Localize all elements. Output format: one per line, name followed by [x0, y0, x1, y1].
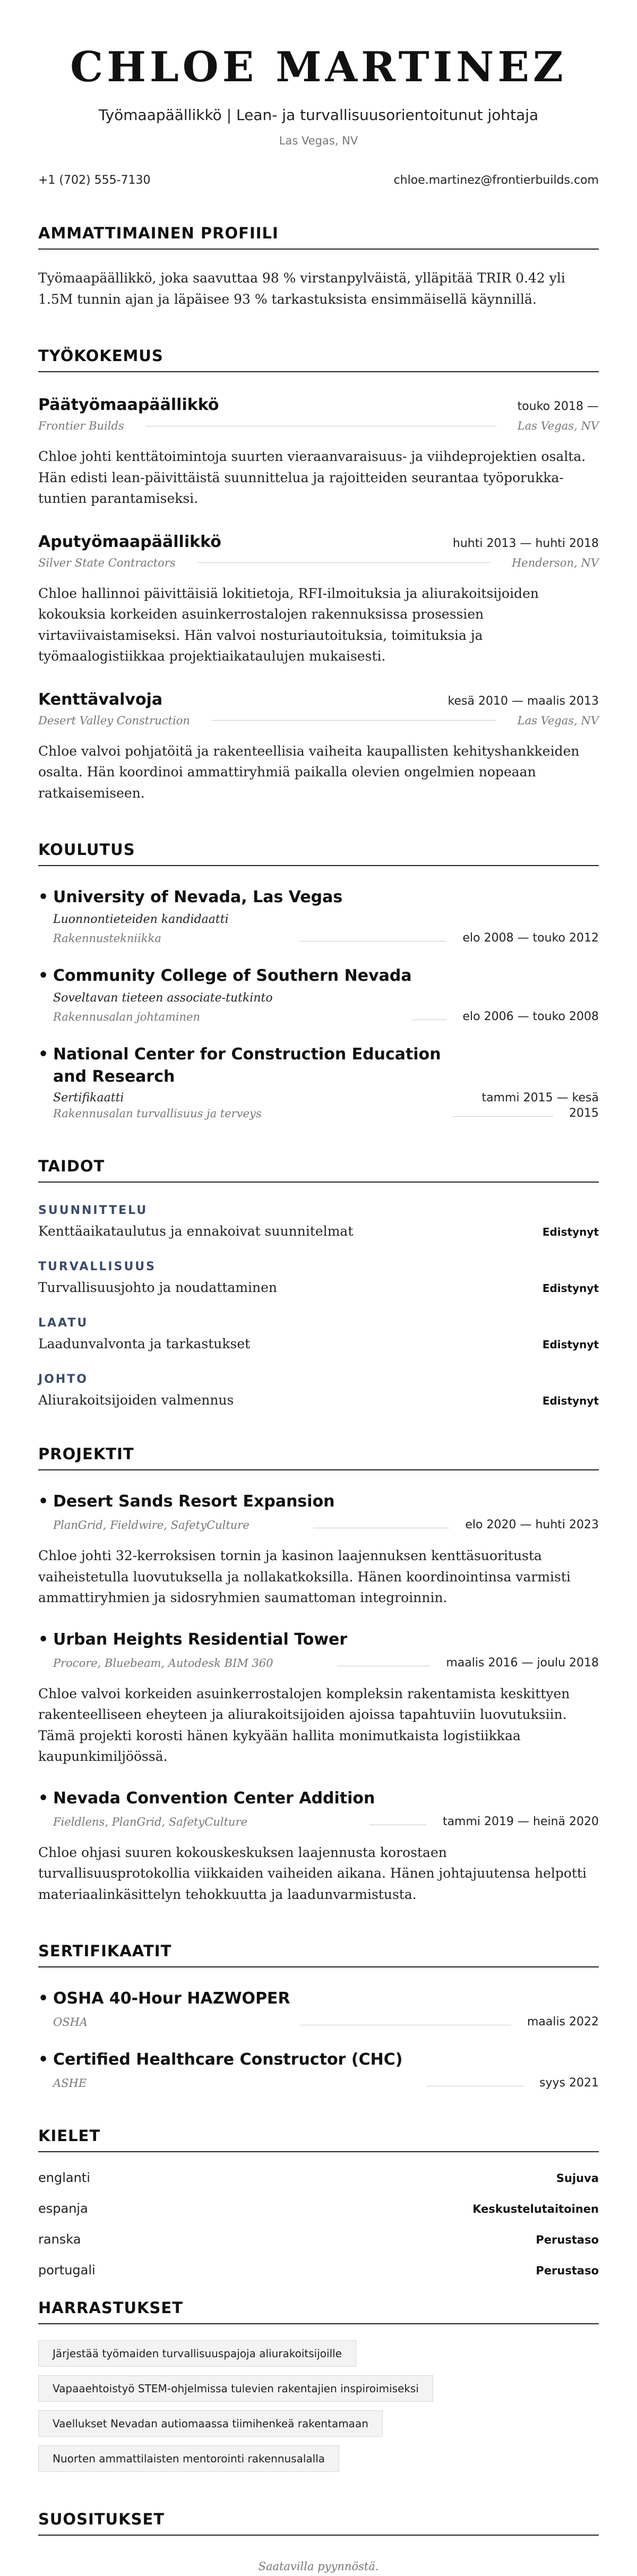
phone[interactable]: +1 (702) 555-7130	[38, 174, 151, 187]
section-title: TYÖKOKEMUS	[38, 347, 599, 372]
project-tools: Fieldlens, PlanGrid, SafetyCulture	[53, 1815, 248, 1828]
language-name: ranska	[38, 2232, 81, 2247]
bullet-icon: •	[38, 1989, 49, 2008]
candidate-name: CHLOE MARTINEZ	[70, 43, 567, 91]
certification-issuer: ASHE	[53, 2077, 87, 2090]
job-role: Päätyömaapäällikkö	[38, 396, 219, 414]
job-location: Las Vegas, NV	[517, 420, 599, 432]
job-location: Las Vegas, NV	[517, 714, 599, 727]
section-title: PROJEKTIT	[38, 1445, 599, 1470]
job-company: Frontier Builds	[38, 420, 124, 432]
degree: Soveltavan tieteen associate-tutkinto	[53, 991, 273, 1005]
job-description: Chloe valvoi pohjatöitä ja rakenteellisia vaiheita kaupallisten kehityshankkeiden osalta. Hän koordinoi ammattiryhmiä paikalla olevien ongelmien nopeaan ratkaisemiseen.	[38, 743, 580, 801]
contact-row	[38, 174, 599, 187]
language-level: Perustaso	[536, 2233, 599, 2246]
project-dates: maalis 2016 — joulu 2018	[446, 1656, 599, 1670]
bullet-icon: •	[38, 1045, 49, 1064]
education-dates: tammi 2015 — kesä	[481, 1091, 599, 1105]
education-entry	[38, 886, 599, 945]
project-dates: elo 2020 — huhti 2023	[465, 1518, 599, 1531]
leader-line	[197, 562, 490, 563]
certification-entry	[38, 1988, 599, 2029]
email[interactable]: chloe.martinez@frontierbuilds.com	[393, 174, 599, 187]
references-section	[38, 2510, 599, 2573]
language-level: Sujuva	[556, 2172, 599, 2185]
skill-level: Edistynyt	[542, 1338, 599, 1351]
certification-issuer: OSHA	[53, 2016, 88, 2029]
skill-level: Edistynyt	[542, 1394, 599, 1407]
education-entry	[38, 965, 599, 1023]
skill-level: Edistynyt	[542, 1226, 599, 1238]
skill-name: Kenttäaikataulutus ja ennakoivat suunnitelmat	[38, 1223, 354, 1239]
skill-name: Turvallisuusjohto ja noudattaminen	[38, 1280, 278, 1295]
skill-name: Laadunvalvonta ja tarkastukset	[38, 1336, 251, 1351]
field-of-study: Rakennustekniikka	[53, 932, 161, 945]
leader-line	[299, 941, 447, 942]
skill-category: LAATU	[38, 1316, 89, 1330]
project-dates: tammi 2019 — heinä 2020	[442, 1815, 599, 1828]
project-name: Nevada Convention Center Addition	[53, 1788, 375, 1808]
degree: Luonnontieteiden kandidaatti	[53, 913, 229, 926]
bullet-icon: •	[38, 966, 49, 985]
education-dates: elo 2008 — touko 2012	[462, 931, 599, 945]
section-title: SERTIFIKAATIT	[38, 1942, 599, 1967]
certification-name: Certified Healthcare Constructor (CHC)	[53, 2050, 403, 2069]
language-level: Keskustelutaitoinen	[472, 2203, 599, 2215]
headline: Työmaapäällikkö | Lean- ja turvallisuusorientoitunut johtaja	[98, 106, 539, 124]
certifications-section	[38, 1942, 599, 2090]
project-description: Chloe valvoi korkeiden asuinkerrostalojen kompleksin rakentamista keskittyen rakenteelliseen eheyteen ja aliurakoitsijoiden ajoissa tapahtuviin luovutuksiin. Tämä projekti korosti hänen kykyään hallita monimutkaista logistiikkaa kaupunkimiljöössä.	[38, 1685, 570, 1764]
language-level: Perustaso	[536, 2264, 599, 2277]
section-title: KIELET	[38, 2127, 599, 2152]
job-description: Chloe johti kenttätoimintoja suurten vieraanvaraisuus- ja viihdeprojektien osalta. Hän edisti lean-päivittäistä suunnittelua ja rajoitteiden seurantaa työporukka-tuntien parantamiseksi.	[38, 449, 586, 506]
project-entry	[38, 1629, 599, 1767]
job-description: Chloe hallinnoi päivittäisiä lokitietoja, RFI-ilmoituksia ja aliurakoitsijoiden kokouksia korkeiden asuinkerrostalojen rakennuksissa prosessien virtaviivaistamiseksi. Hän valvoi nosturiautoituksia, toimituksia ja työmaalogistiikkaa projektiaikataulujen mukaisesti.	[38, 585, 539, 664]
bullet-icon: •	[38, 888, 49, 906]
header-location: Las Vegas, NV	[279, 134, 358, 147]
skill-category: SUUNNITTELU	[38, 1204, 148, 1217]
experience-section	[38, 347, 599, 803]
job-dates: kesä 2010 — maalis 2013	[447, 694, 599, 708]
leader-line	[211, 720, 496, 721]
section-title: TAIDOT	[38, 1157, 599, 1183]
language-row	[38, 2263, 599, 2278]
job-entry	[38, 690, 599, 804]
bullet-icon: •	[38, 1630, 49, 1649]
interest-tag: Vapaaehtoistyö STEM-ohjelmissa tulevien rakentajien inspiroimiseksi	[38, 2375, 433, 2402]
degree: Sertifikaatti	[53, 1091, 124, 1105]
education-section	[38, 841, 599, 1120]
project-name: Desert Sands Resort Expansion	[53, 1492, 335, 1511]
interests-section	[38, 2299, 599, 2480]
job-company: Desert Valley Construction	[38, 714, 190, 727]
interest-tag: Nuorten ammattilaisten mentorointi rakennusalalla	[38, 2445, 339, 2472]
certification-date: maalis 2022	[527, 2015, 599, 2029]
profile-section	[38, 224, 599, 310]
skill-level: Edistynyt	[542, 1282, 599, 1295]
job-role: Kenttävalvoja	[38, 690, 163, 709]
resume-header	[38, 43, 599, 187]
section-title: HARRASTUKSET	[38, 2299, 599, 2324]
language-row	[38, 2232, 599, 2247]
project-tools: Procore, Bluebeam, Autodesk BIM 360	[53, 1656, 273, 1670]
skill-group	[38, 1260, 599, 1295]
job-role: Aputyömaapäällikkö	[38, 532, 221, 551]
skill-name: Aliurakoitsijoiden valmennus	[38, 1392, 234, 1408]
project-description: Chloe ohjasi suuren kokouskeskuksen laajennusta korostaen turvallisuusprotokollia viikkaiden vaiheiden aikana. Hänen johtajuutensa helpotti materiaalinkäsittelyn tehokkuutta ja laadunvarmistusta.	[38, 1844, 587, 1902]
job-company: Silver State Contractors	[38, 556, 176, 569]
bullet-icon: •	[38, 2050, 49, 2069]
language-name: portugali	[38, 2263, 96, 2278]
project-entry	[38, 1787, 599, 1905]
references-text: Saatavilla pyynnöstä.	[258, 2560, 379, 2573]
job-dates: huhti 2013 — huhti 2018	[452, 536, 599, 550]
certification-name: OSHA 40-Hour HAZWOPER	[53, 1989, 290, 2008]
profile-text: Työmaapäällikkö, joka saavuttaa 98 % virstanpylväistä, ylläpitää TRIR 0.42 yli 1.5M tunnin ajan ja läpäisee 93 % tarkastuksista ensimmäisellä käynnillä.	[38, 270, 565, 307]
school-name: National Center for Construction Education and Research	[53, 1045, 441, 1086]
section-title: AMMATTIMAINEN PROFIILI	[38, 224, 599, 250]
education-entry	[38, 1043, 599, 1120]
language-row	[38, 2201, 599, 2216]
projects-section	[38, 1445, 599, 1905]
school-name: Community College of Southern Nevada	[53, 966, 412, 985]
section-title: KOULUTUS	[38, 841, 599, 866]
leader-line	[453, 1116, 553, 1117]
project-name: Urban Heights Residential Tower	[53, 1630, 348, 1649]
project-tools: PlanGrid, Fieldwire, SafetyCulture	[53, 1519, 249, 1531]
job-dates: touko 2018 —	[517, 400, 599, 413]
interest-tag: Vaellukset Nevadan autiomaassa tiimihenkeä rakentamaan	[38, 2410, 383, 2437]
education-dates: elo 2006 — touko 2008	[462, 1010, 599, 1023]
school-name: University of Nevada, Las Vegas	[53, 888, 343, 906]
certification-entry	[38, 2049, 599, 2090]
interest-tag: Järjestää työmaiden turvallisuuspajoja aliurakoitsijoille	[38, 2340, 356, 2367]
job-entry	[38, 396, 599, 509]
project-entry	[38, 1491, 599, 1608]
certification-date: syys 2021	[539, 2076, 599, 2090]
skill-group	[38, 1373, 599, 1408]
bullet-icon: •	[38, 1492, 49, 1511]
section-title: SUOSITUKSET	[38, 2510, 599, 2536]
language-name: espanja	[38, 2201, 88, 2216]
education-dates-cont: 2015	[569, 1107, 599, 1120]
job-entry	[38, 533, 599, 667]
field-of-study: Rakennusalan johtaminen	[53, 1011, 201, 1023]
skill-group	[38, 1204, 599, 1239]
skills-section	[38, 1157, 599, 1408]
skill-group	[38, 1316, 599, 1351]
language-name: englanti	[38, 2170, 90, 2185]
bullet-icon: •	[38, 1788, 49, 1808]
job-location: Henderson, NV	[511, 556, 599, 569]
languages-section	[38, 2127, 599, 2278]
field-of-study: Rakennusalan turvallisuus ja terveys	[53, 1107, 262, 1120]
language-row	[38, 2170, 599, 2185]
skill-category: JOHTO	[38, 1373, 89, 1386]
project-description: Chloe johti 32-kerroksisen tornin ja kasinon laajennuksen kenttäsuoritusta vaiheistetulla luovutuksella ja nollakatkoksilla. Hänen koordinointinsa varmisti ammattiryhmien ja sidosryhmien saumattoman integroinnin.	[38, 1548, 571, 1605]
skill-category: TURVALLISUUS	[38, 1260, 157, 1273]
